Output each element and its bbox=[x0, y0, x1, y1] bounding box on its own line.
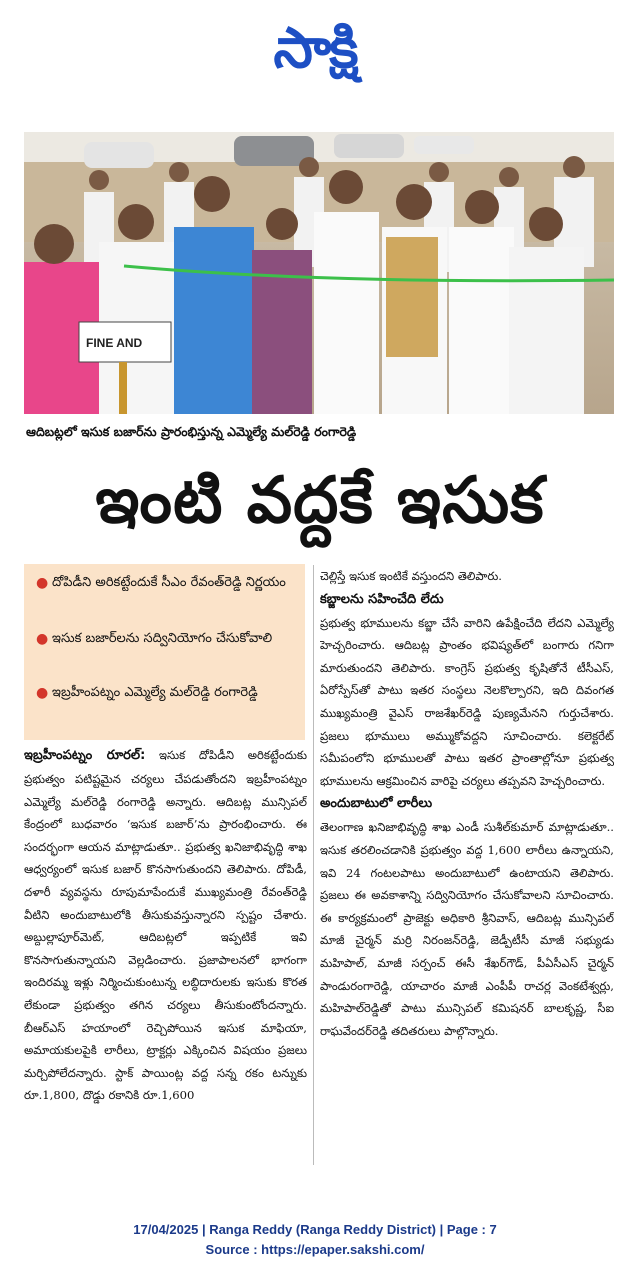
highlight-item bbox=[36, 626, 298, 652]
subheading: అందుబాటులో లారీలు bbox=[320, 796, 433, 812]
highlight-text: దోపిడీని అరికట్టేందుకే సీఎం రేవంత్‌రెడ్డి నిర్ణయం bbox=[52, 575, 286, 590]
highlight-item bbox=[36, 680, 298, 706]
masthead-logo: సాక్షి bbox=[273, 16, 357, 81]
article-body: ఇసుక దోపిడీని అరికట్టేందుకు ప్రభుత్వం పటిష్టమైన చర్యలు చేపడుతోందని ఇబ్రహీంపట్నం ఎమ్మెల్యే మల్‌రెడ్డి రంగారెడ్డి అన్నారు. ఆదిబట్ల మున్సిపల్‌ కేంద్రంలో బుధవారం ‘ఇసుక బజార్‌’ను ప్రారంభించారు. ఈ సందర్భంగా ఆయన మాట్లాడుతూ.. ప్రభుత్వ ఖనిజాభివృద్ధి శాఖ ఆధ్వర్యంలో ఇసుక బజార్‌ కొనసాగుతుందని తెలిపారు. దోపిడీ, దళారీ వ్యవస్థను రూపుమాపేందుకే ముఖ్యమంత్రి రేవంత్‌రెడ్డి వీటిని అందుబాటులోకి తీసుకువస్తున్నారని స్పష్టం చేశారు. అబ్దుల్లాపూర్‌మెట్‌, ఆదిబట్లలో ఇప్పటికే ఇవి కొనసాగుతున్నాయని వెల్లడించారు. ప్రజాపాలనలో భాగంగా ఇందిరమ్మ ఇళ్లు నిర్మించుకుంటున్న లబ్ధిదారులకు ఇసుకు కొరత లేకుండా ప్రభుత్వం తగిన చర్యలు తీసుకుంటోందన్నారు. బీఆర్‌ఎస్‌ హయాంలో రెచ్చిపోయిన ఇసుక మాఫియా, అమాయకులపైకి లారీలు, ట్రాక్టర్లు ఎక్కించిన విషయం ప్రజలు మర్చిపోలేదన్నారు. స్టాక్‌ పాయింట్ల వద్ద సన్న రకం టన్నుకు రూ.1,800, దొడ్డు రకానికి రూ.1,600 bbox=[24, 748, 307, 1103]
article-column-1 bbox=[24, 744, 307, 1174]
bullet-icon: ● bbox=[36, 631, 49, 647]
article-paragraph: తెలంగాణ ఖనిజాభివృద్ధి శాఖ ఎండీ సుశీల్‌కుమార్‌ మాట్లాడుతూ.. ఇసుక తరలించడానికి ప్రభుత్వం వద్ద 1,600 లారీలు ఉన్నాయని, ఇవి 24 గంటలపాటు అందుబాటులో ఉంటాయని తెలిపారు. ప్రజలు ఈ అవకాశాన్ని సద్వినియోగం చేసుకోవాలని సూచించారు. ఈ కార్యక్రమంలో ప్రాజెక్టు అధికారి శ్రీనివాస్‌, ఆదిబట్ల మున్సిపల్‌ మాజీ చైర్మన్‌ మర్రి నిరంజన్‌రెడ్డి, జెడ్పీటీసీ మాజీ సభ్యుడు మహిపాల్‌, మాజీ సర్పంచ్‌ ఈసీ శేఖర్‌గౌడ్‌, పీఏసీఎస్‌ చైర్మన్‌ పాండురంగారెడ్డి, యాచారం మాజీ ఎంపీపీ రాచర్ల వెంకటేశ్వర్లు, మహిపాల్‌రెడ్డితో పాటు మున్సిపల్‌ కమిషనర్‌ బాలకృష్ణ, సీఐ రాఘవేందర్‌రెడ్డి తదితరులు పాల్గొన్నారు. bbox=[320, 820, 614, 1038]
photo-sign-text: FINE AND bbox=[86, 336, 143, 350]
article-column-2 bbox=[320, 565, 614, 1175]
footer-source: Source : https://epaper.sakshi.com/ bbox=[205, 1242, 425, 1257]
subheading: కబ్జాలను సహించేది లేదు bbox=[320, 591, 444, 607]
news-photo bbox=[24, 132, 614, 414]
highlight-item bbox=[36, 570, 298, 596]
bullet-icon: ● bbox=[36, 685, 49, 701]
dateline: ఇబ్రహీంపట్నం రూరల్‌: bbox=[24, 748, 146, 763]
photo-caption: ఆదిబట్లలో ఇసుక బజార్‌ను ప్రారంభిస్తున్న ఎమ్మెల్యే మల్‌రెడ్డి రంగారెడ్డి bbox=[26, 424, 357, 439]
footer-edition-info: 17/04/2025 | Ranga Reddy (Ranga Reddy District) | Page : 7 bbox=[133, 1222, 497, 1237]
column-divider bbox=[313, 565, 314, 1165]
bullet-icon: ● bbox=[36, 575, 49, 591]
headline: ఇంటి వద్దకే ఇసుక bbox=[95, 463, 545, 538]
article-paragraph: ప్రభుత్వ భూములను కబ్జా చేసే వారిని ఉపేక్షించేది లేదని ఎమ్మెల్యే హెచ్చరించారు. ఆదిబట్ల ప్రాంతం భవిష్యత్‌లో బంగారు గనిగా మారుతుందని తెలిపారు. కాంగ్రెస్‌ ప్రభుత్వ కృషితోనే టీసీఎస్‌, ఏరోస్పేస్‌తో పాటు ఇతర సంస్థలు నెలకొల్పారని, ఇది దివంగత ముఖ్యమంత్రి వైఎస్‌ రాజశేఖర్‌రెడ్డి పుణ్యమేనని గుర్తుచేశారు. ప్రజలు భూములు అమ్ముకోవద్దని సూచించారు. కలెక్టరేట్‌ సమీపంలోని భూములతో పాటు ఇతర ప్రాంతాల్లోనూ ప్రభుత్వ భూములను ఆక్రమించిన వారిపై చర్యలు తప్పవని హెచ్చరించారు. bbox=[320, 615, 614, 788]
highlight-text: ఇబ్రహీంపట్నం ఎమ్మెల్యే మల్‌రెడ్డి రంగారెడ్డి bbox=[52, 685, 258, 700]
article-lead: చెల్లిస్తే ఇసుక ఇంటికే వస్తుందని తెలిపారు. bbox=[320, 569, 502, 583]
highlights-box bbox=[24, 564, 305, 740]
highlight-text: ఇసుక బజార్‌లను సద్వినియోగం చేసుకోవాలి bbox=[52, 631, 273, 646]
